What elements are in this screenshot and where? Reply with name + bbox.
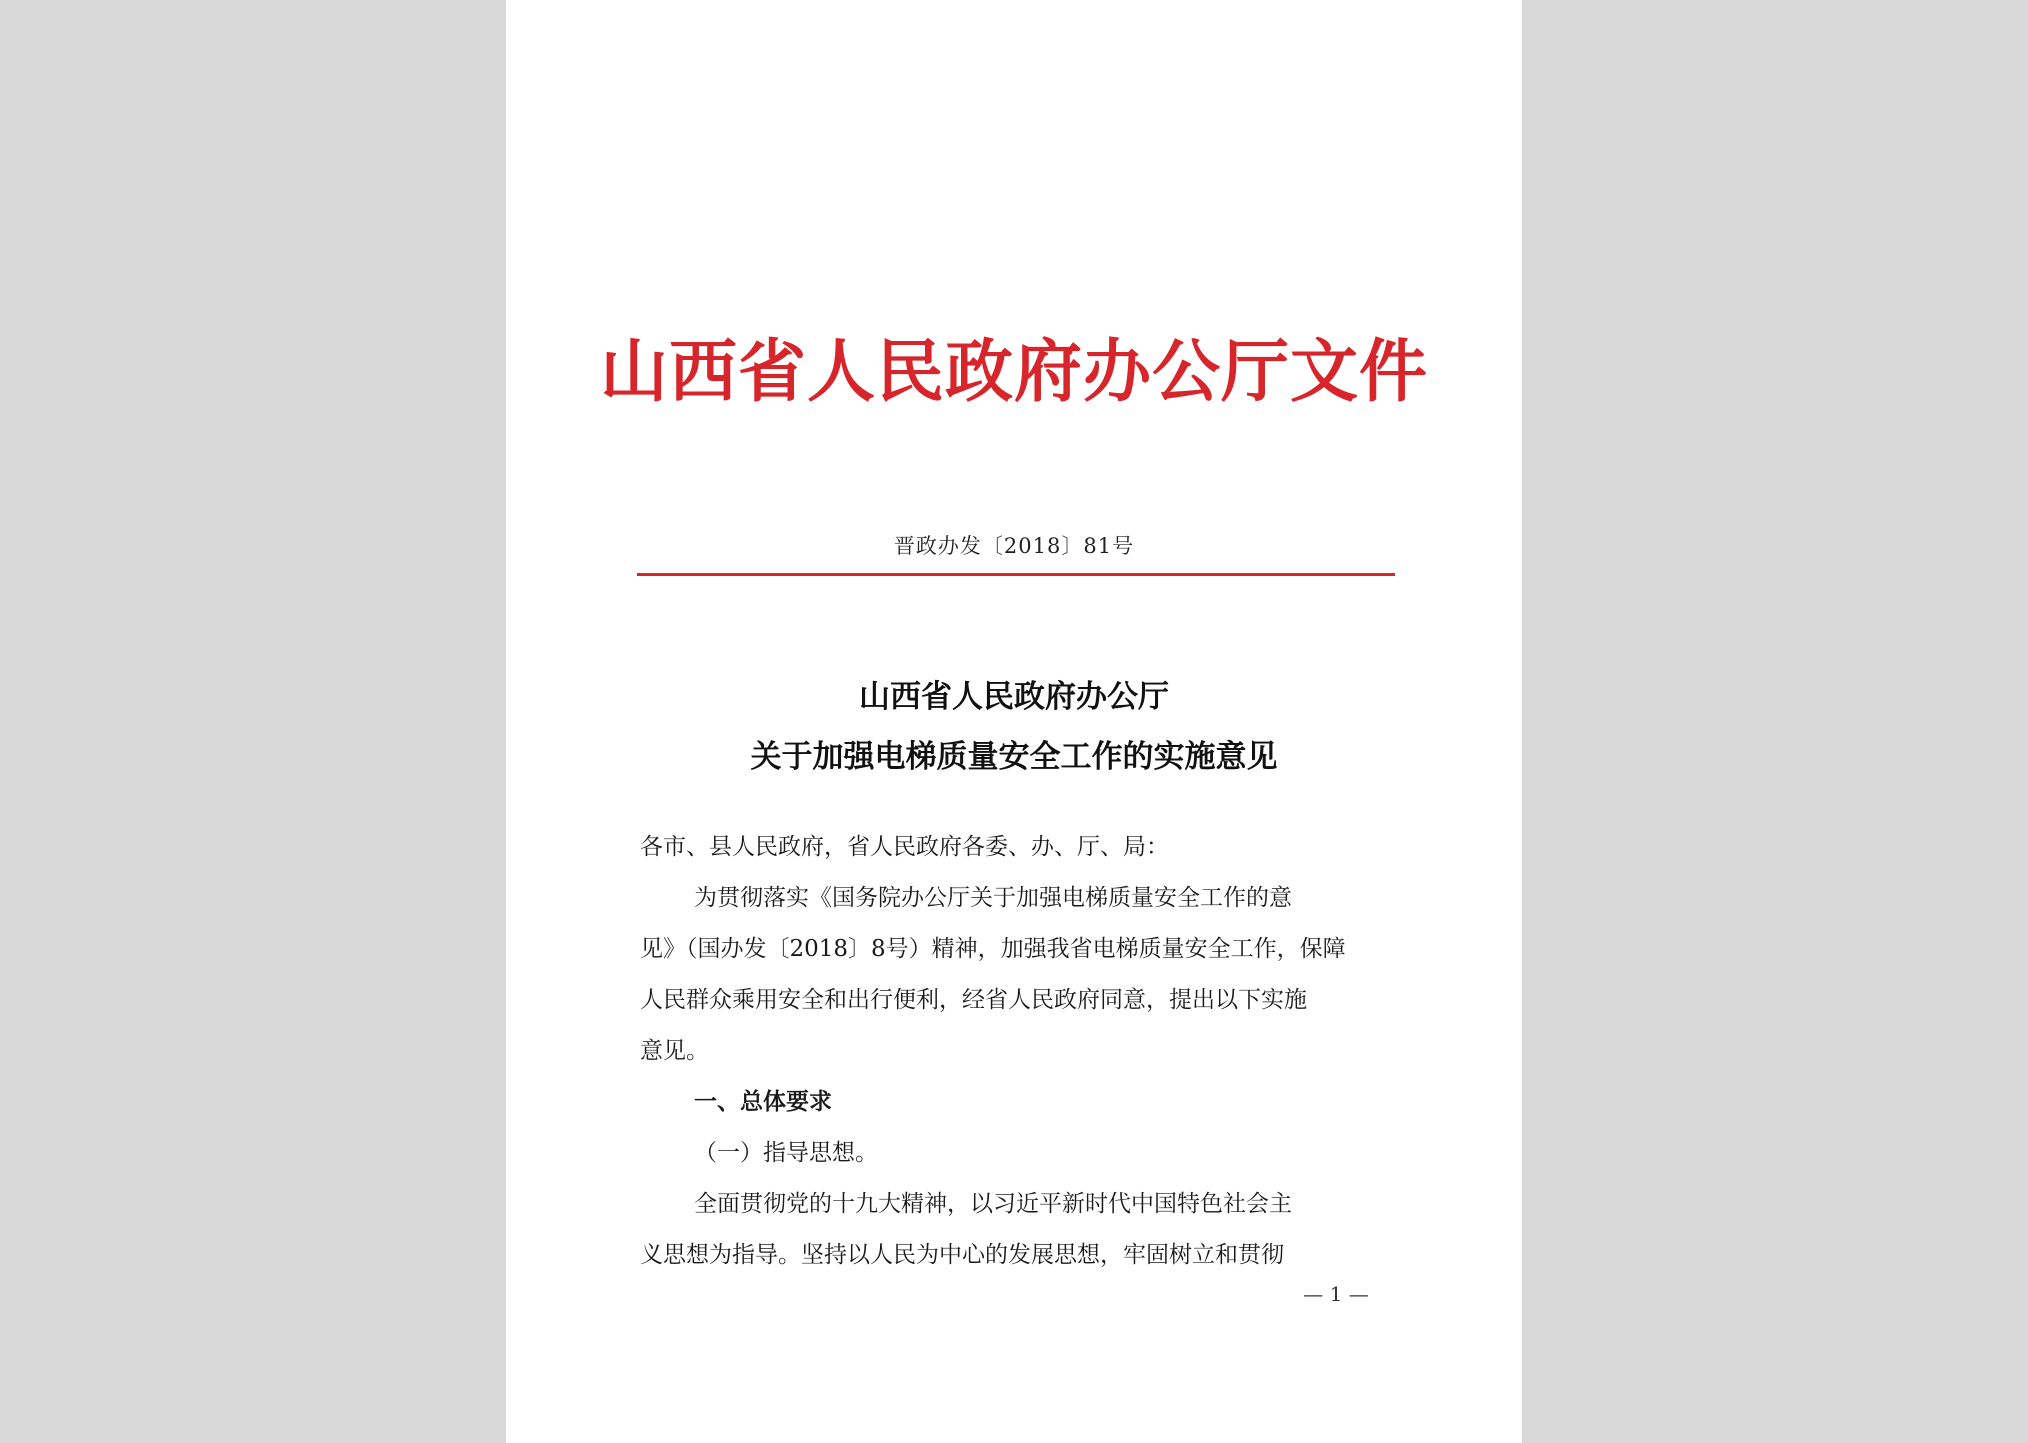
salutation: 各市、县人民政府，省人民政府各委、办、厅、局： — [640, 834, 1169, 860]
body-line: 见》（国办发〔2018〕8号）精神，加强我省电梯质量安全工作，保障 — [640, 936, 1346, 962]
document-title-line-1: 山西省人民政府办公厅 — [859, 679, 1169, 715]
body-line: 义思想为指导。坚持以人民为中心的发展思想，牢固树立和贯彻 — [640, 1242, 1284, 1268]
body-line: 全面贯彻党的十九大精神，以习近平新时代中国特色社会主 — [694, 1191, 1292, 1217]
document-number: 晋政办发〔2018〕81号 — [893, 534, 1135, 558]
document-page — [506, 0, 1522, 1443]
document-body — [640, 822, 1394, 1281]
red-divider-line — [637, 573, 1395, 576]
document-title-line-2: 关于加强电梯质量安全工作的实施意见 — [750, 739, 1278, 775]
section-heading: 一、总体要求 — [694, 1089, 832, 1115]
body-line: 为贯彻落实《国务院办公厅关于加强电梯质量安全工作的意 — [694, 885, 1292, 911]
document-banner: 山西省人民政府办公厅文件 — [599, 332, 1428, 412]
body-line: 人民群众乘用安全和出行便利，经省人民政府同意，提出以下实施 — [640, 987, 1307, 1013]
subsection-heading: （一）指导思想。 — [694, 1140, 878, 1166]
page-number: — 1 — — [1303, 1282, 1369, 1306]
body-line: 意见。 — [640, 1038, 709, 1064]
